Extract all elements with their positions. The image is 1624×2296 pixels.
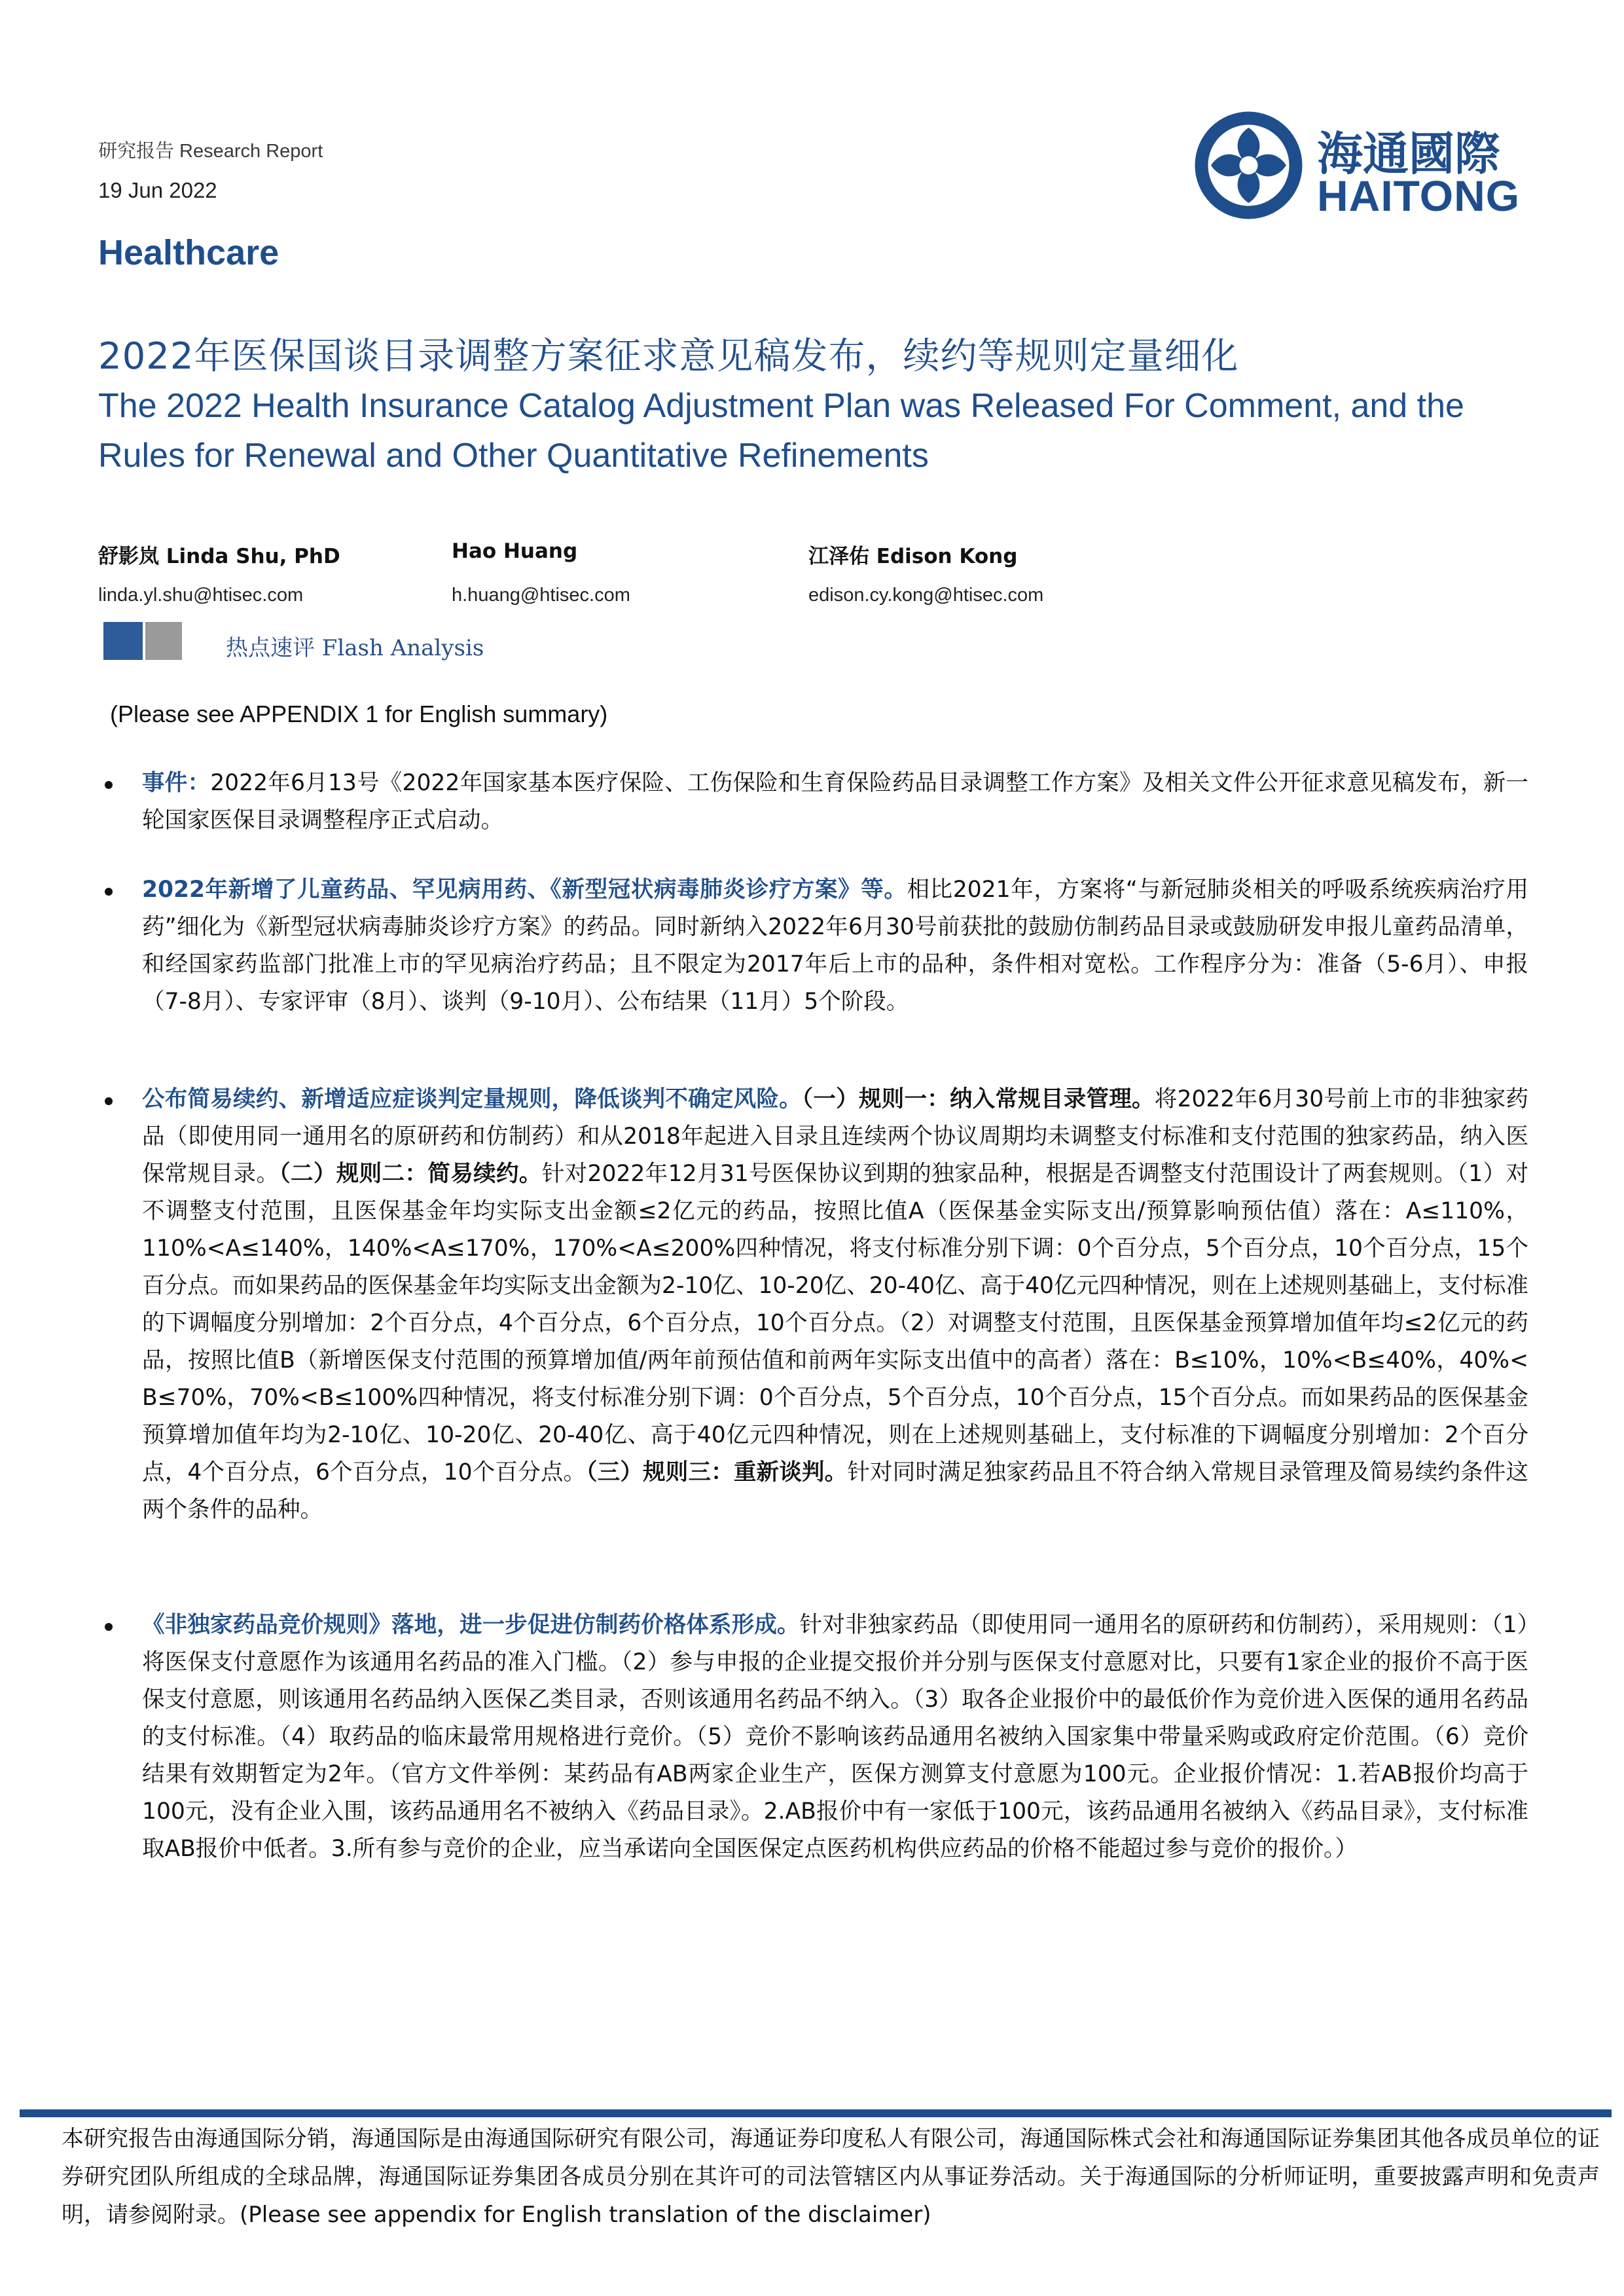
rule-2-title: （二）规则二：简易续约。 xyxy=(279,1161,542,1187)
sector-label: Healthcare xyxy=(98,233,280,272)
logo-text-cn: 海通國際 xyxy=(1317,127,1500,181)
bullet-renewal-rules xyxy=(108,1081,1528,1529)
bullet-bidding-rules xyxy=(108,1607,1528,1868)
rule-3-title: （三）规则三：重新谈判。 xyxy=(586,1459,848,1485)
author-2-name: Hao Huang xyxy=(452,539,578,563)
author-3-name: 江泽佑 Edison Kong xyxy=(808,545,1018,568)
report-date: 19 Jun 2022 xyxy=(98,178,217,202)
bullet-event-lead: 事件： xyxy=(142,770,211,796)
footer-divider xyxy=(20,2109,1612,2117)
rule-2-body: 针对2022年12月31号医保协议到期的独家品种，根据是否调整支付范围设计了两套规则。（1）对不调整支付范围，且医保基金年均实际支出金额≤2亿元的药品，按照比值A（医保基金实际支出/预算影响预估值）落在：A≤110%，110%<A≤140%，140%<A≤170%，170%<A≤200%四种情况，将支付标准分别下调：0个百分点，5个百分点，10个百分点，15个百分点。而如果药品的医保基金年均实际支出金额为2-10亿、10-20亿、20-40亿、高于40亿元四种情况，则在上述规则基础上，支付标准的下调幅度分别增加：2个百分点，4个百分点，6个百分点，10个百分点。（2）对调整支付范围，且医保基金预算增加值年均≤2亿元的药品，按照比值B（新增医保支付范围的预算增加值/两年前预估值和前两年实际支出值中的高者）落在：B≤10%，10%<B≤40%，40%< B≤70%，70%<B≤100%四种情况，将支付标准分别下调：0个百分点，5个百分点，10个百分点，15个百分点。而如果药品的医保基金预算增加值年均为2-10亿、10-20亿、20-40亿、高于40亿元四种情况，则在上述规则基础上，支付标准的下调幅度分别增加：2个百分点，4个百分点，6个百分点，10个百分点。 xyxy=(142,1161,1529,1485)
haitong-logo xyxy=(1191,108,1532,223)
bullet-renewal-lead: 公布简易续约、新增适应症谈判定量规则，降低谈判不确定风险。 xyxy=(142,1086,802,1112)
rule-1-title: （一）规则一：纳入常规目录管理。 xyxy=(801,1086,1155,1112)
footer-disclaimer: 本研究报告由海通国际分销，海通国际是由海通国际研究有限公司，海通证券印度私人有限公司，海通国际株式会社和海通国际证券集团其他各成员单位的证券研究团队所组成的全球品牌，海通国际证券集团各成员分别在其许可的司法管辖区内从事证券活动。关于海通国际的分析师证明，重要披露声明和免责声明，请参阅附录。(Please see appendix for English translation of the disclaimer) xyxy=(62,2126,1600,2228)
rule-3-body: 针对同时满足独家药品且不符合纳入常规目录管理及简易续约条件这两个条件的品种。 xyxy=(142,1459,1528,1523)
author-2-email[interactable]: h.huang@htisec.com xyxy=(452,585,630,606)
report-type: 研究报告 Research Report xyxy=(98,141,323,162)
title-chinese: 2022年医保国谈目录调整方案征求意见稿发布，续约等规则定量细化 xyxy=(98,335,1239,378)
author-3-email[interactable]: edison.cy.kong@htisec.com xyxy=(808,585,1044,606)
flash-block-blue xyxy=(103,622,143,660)
title-english: The 2022 Health Insurance Catalog Adjustment Plan was Released For Comment, and the Rules for Renewal and Other Quantitative Refinements xyxy=(98,387,1464,475)
bullet-event xyxy=(108,765,1528,839)
bullet-new-additions-lead: 2022年新增了儿童药品、罕见病用药、《新型冠状病毒肺炎诊疗方案》等。 xyxy=(142,877,907,903)
appendix-note: (Please see APPENDIX 1 for English summary) xyxy=(110,701,608,727)
haitong-emblem-icon xyxy=(1191,108,1306,223)
bullet-dot-icon xyxy=(105,781,113,789)
bullet-event-body: 2022年6月13号《2022年国家基本医疗保险、工伤保险和生育保险药品目录调整工作方案》及相关文件公开征求意见稿发布，新一轮国家医保目录调整程序正式启动。 xyxy=(142,770,1528,833)
bullet-bidding-lead: 《非独家药品竞价规则》落地，进一步促进仿制药价格体系形成。 xyxy=(142,1612,800,1638)
author-1-name: 舒影岚 Linda Shu, PhD xyxy=(98,545,340,568)
rule-1-body: 将2022年6月30号前上市的非独家药品（即使用同一通用名的原研药和仿制药）和从2018年起进入目录且连续两个协议周期均未调整支付标准和支付范围的独家药品，纳入医保常规目录。 xyxy=(142,1086,1528,1187)
author-1-email[interactable]: linda.yl.shu@htisec.com xyxy=(98,585,304,606)
logo-text-en: HAITONG xyxy=(1317,172,1521,220)
bullet-new-additions xyxy=(108,871,1528,1021)
bullet-new-additions-body: 相比2021年，方案将“与新冠肺炎相关的呼吸系统疾病治疗用药”细化为《新型冠状病毒肺炎诊疗方案》的药品。同时新纳入2022年6月30号前获批的鼓励仿制药品目录或鼓励研发申报儿童药品清单，和经国家药监部门批准上市的罕见病治疗药品；且不限定为2017年后上市的品种，条件相对宽松。工作程序分为：准备（5-6月）、申报（7-8月）、专家评审（8月）、谈判（9-10月）、公布结果（11月）5个阶段。 xyxy=(142,877,1528,1015)
bullet-dot-icon xyxy=(105,1097,113,1105)
flash-analysis-label: 热点速评 Flash Analysis xyxy=(226,635,484,661)
bullet-dot-icon xyxy=(105,888,113,896)
bullet-bidding-body: 针对非独家药品（即使用同一通用名的原研药和仿制药），采用规则：（1）将医保支付意愿作为该通用名药品的准入门槛。（2）参与申报的企业提交报价并分别与医保支付意愿对比，只要有1家企业的报价不高于医保支付意愿，则该通用名药品纳入医保乙类目录，否则该通用名药品不纳入。（3）取各企业报价中的最低价作为竞价进入医保的通用名药品的支付标准。（4）取药品的临床最常用规格进行竞价。（5）竞价不影响该药品通用名被纳入国家集中带量采购或政府定价范围。（6）竞价结果有效期暂定为2年。（官方文件举例：某药品有AB两家企业生产，医保方测算支付意愿为100元。企业报价情况：1.若AB报价均高于100元，没有企业入围，该药品通用名不被纳入《药品目录》。2.AB报价中有一家低于100元，该药品通用名被纳入《药品目录》，支付标准取AB报价中低者。3.所有参与竞价的企业，应当承诺向全国医保定点医药机构供应药品的价格不能超过参与竞价的报价。） xyxy=(142,1612,1529,1862)
bullet-dot-icon xyxy=(105,1623,113,1631)
flash-block-gray xyxy=(145,622,182,660)
